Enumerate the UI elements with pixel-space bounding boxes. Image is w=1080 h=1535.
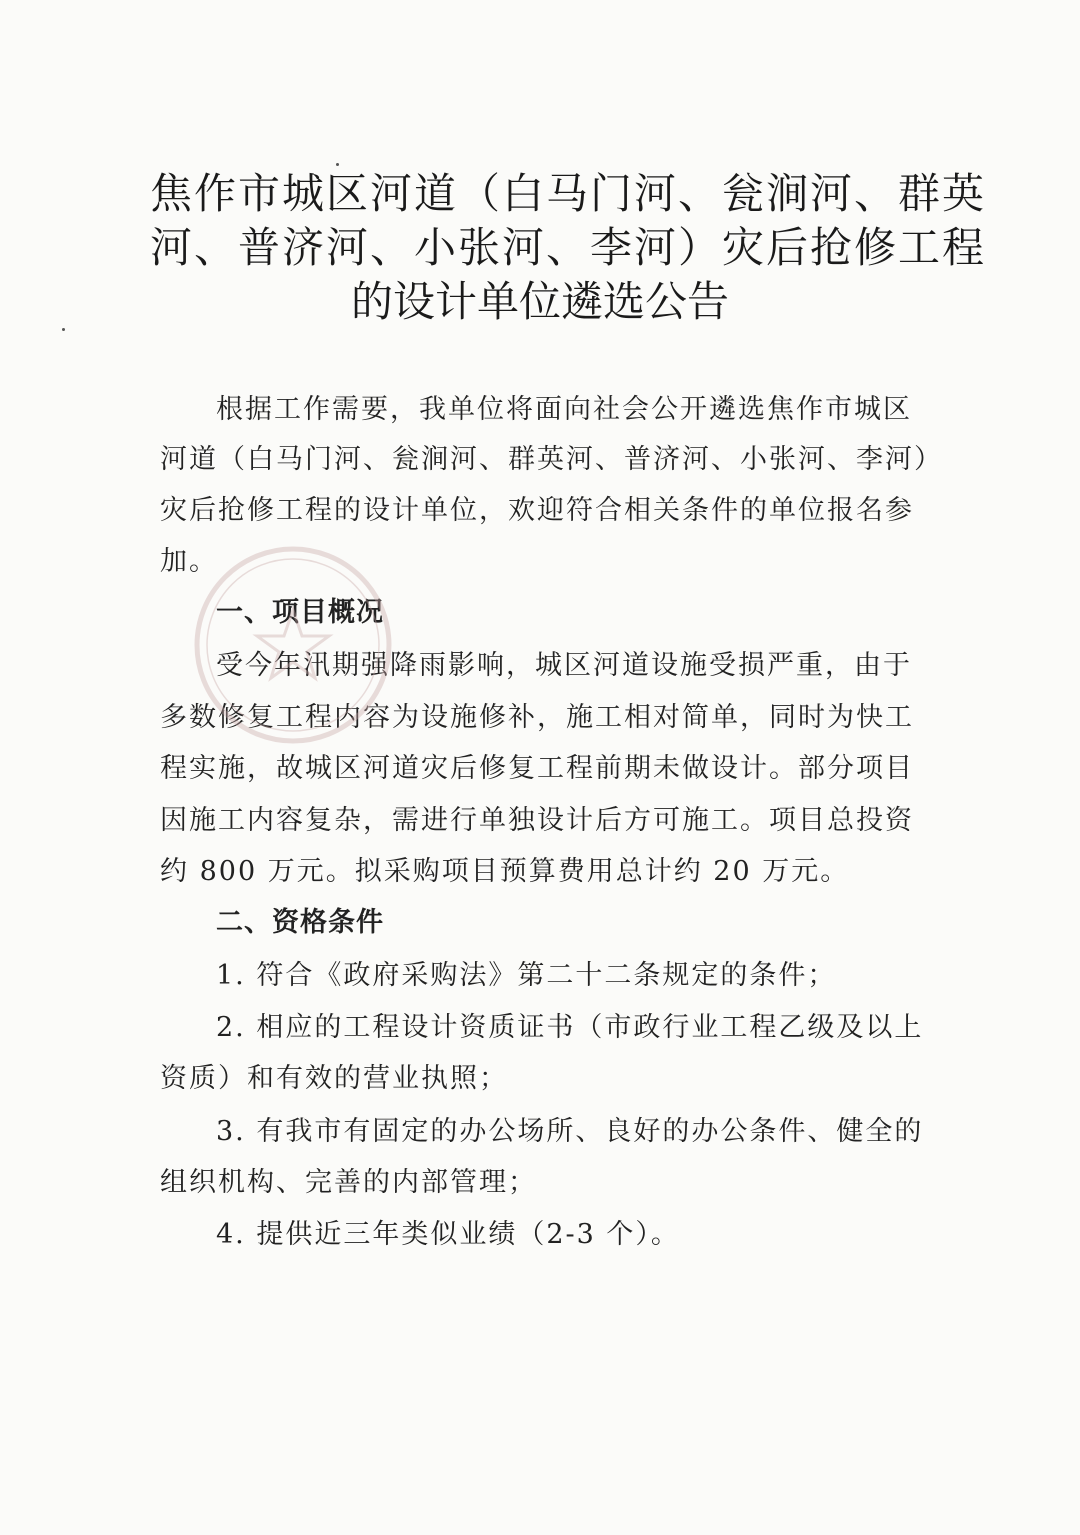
qualification-item-4: 4. 提供近三年类似业绩（2-3 个）。 bbox=[216, 1219, 680, 1250]
document-title-line-1: 焦作市城区河道（白马门河、瓮涧河、群英 bbox=[150, 169, 987, 218]
intro-line-4: 加。 bbox=[160, 546, 218, 577]
intro-line-3: 灾后抢修工程的设计单位，欢迎符合相关条件的单位报名参 bbox=[160, 495, 914, 526]
section-1-heading: 一、项目概况 bbox=[216, 597, 384, 628]
scan-speck bbox=[62, 328, 65, 331]
document-title-line-3: 的设计单位遴选公告 bbox=[350, 277, 729, 326]
intro-line-1: 根据工作需要，我单位将面向社会公开遴选焦作市城区 bbox=[216, 394, 912, 425]
section-1-line-5: 约 800 万元。拟采购项目预算费用总计约 20 万元。 bbox=[160, 856, 850, 887]
section-1-line-2: 多数修复工程内容为设施修补，施工相对简单，同时为快工 bbox=[160, 702, 914, 733]
qualification-item-2-line-2: 资质）和有效的营业执照； bbox=[160, 1063, 508, 1094]
document-title-line-2: 河、普济河、小张河、李河）灾后抢修工程 bbox=[150, 223, 987, 272]
intro-line-2: 河道（白马门河、瓮涧河、群英河、普济河、小张河、李河） bbox=[160, 444, 943, 475]
faint-seal-stamp-icon bbox=[188, 540, 398, 750]
section-1-line-3: 程实施，故城区河道灾后修复工程前期未做设计。部分项目 bbox=[160, 753, 914, 784]
qualification-item-2-line-1: 2. 相应的工程设计资质证书（市政行业工程乙级及以上 bbox=[216, 1012, 924, 1043]
section-2-heading: 二、资格条件 bbox=[216, 907, 384, 938]
section-1-line-4: 因施工内容复杂，需进行单独设计后方可施工。项目总投资 bbox=[160, 805, 914, 836]
qualification-item-1: 1. 符合《政府采购法》第二十二条规定的条件； bbox=[216, 960, 837, 991]
qualification-item-3-line-1: 3. 有我市有固定的办公场所、良好的办公条件、健全的 bbox=[216, 1116, 924, 1147]
section-1-line-1: 受今年汛期强降雨影响，城区河道设施受损严重，由于 bbox=[216, 650, 912, 681]
scan-speck bbox=[336, 163, 339, 166]
qualification-item-3-line-2: 组织机构、完善的内部管理； bbox=[160, 1167, 537, 1198]
